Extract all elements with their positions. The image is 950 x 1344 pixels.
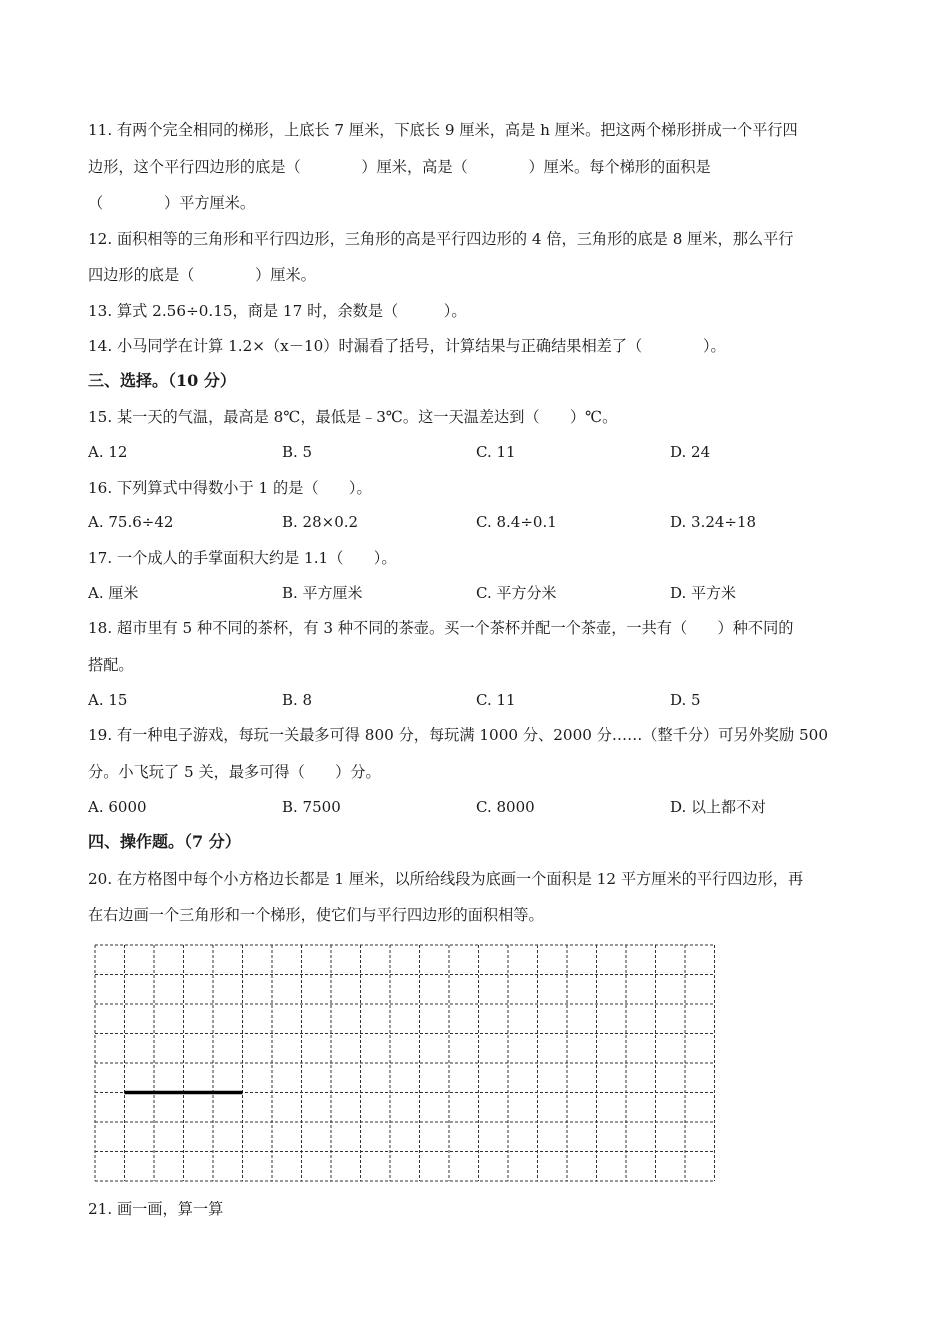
- q13-line-1: 13. 算式 2.56÷0.15，商是 17 时，余数是（ ）。: [88, 302, 467, 320]
- q18-line-1: 18. 超市里有 5 种不同的茶杯，有 3 种不同的茶壶。买一个茶杯并配一个茶壶，一共有（ ）种不同的: [88, 619, 794, 637]
- q17-option-c: C. 平方分米: [476, 584, 557, 602]
- q12-line-1: 12. 面积相等的三角形和平行四边形，三角形的高是平行四边形的 4 倍，三角形的底是 8 厘米，那么平行: [88, 230, 794, 248]
- q17-option-b: B. 平方厘米: [282, 584, 363, 602]
- q20-line-2: 在右边画一个三角形和一个梯形，使它们与平行四边形的面积相等。: [88, 906, 544, 924]
- section-3-heading: 三、选择。（10 分）: [88, 371, 236, 390]
- q11-line-3: （ ）平方厘米。: [88, 194, 256, 212]
- q16-option-c: C. 8.4÷0.1: [476, 513, 557, 531]
- q11-line-1: 11. 有两个完全相同的梯形，上底长 7 厘米，下底长 9 厘米，高是 h 厘米。把这两个梯形拼成一个平行四: [88, 121, 798, 139]
- q19-option-c: C. 8000: [476, 798, 535, 816]
- q15-option-b: B. 5: [282, 443, 313, 461]
- q16-option-a: A. 75.6÷42: [88, 513, 174, 531]
- q19-line-1: 19. 有一种电子游戏，每玩一关最多可得 800 分，每玩满 1000 分、2000 分……（整千分）可另外奖励 500: [88, 726, 828, 744]
- q15-option-a: A. 12: [88, 443, 128, 461]
- q19-option-b: B. 7500: [282, 798, 341, 816]
- q17-line-1: 17. 一个成人的手掌面积大约是 1.1（ ）。: [88, 549, 397, 567]
- q17-option-a: A. 厘米: [88, 584, 139, 602]
- q18-option-c: C. 11: [476, 691, 516, 709]
- q12-line-2: 四边形的底是（ ）厘米。: [88, 266, 316, 284]
- q15-option-c: C. 11: [476, 443, 516, 461]
- q20-line-1: 20. 在方格图中每个小方格边长都是 1 厘米，以所给线段为底画一个面积是 12 平方厘米的平行四边形，再: [88, 870, 804, 888]
- q18-option-b: B. 8: [282, 691, 313, 709]
- q19-option-d: D. 以上都不对: [670, 798, 767, 816]
- q18-option-d: D. 5: [670, 691, 701, 709]
- q19-option-a: A. 6000: [88, 798, 147, 816]
- q18-option-a: A. 15: [88, 691, 128, 709]
- q17-option-d: D. 平方米: [670, 584, 737, 602]
- q14-line-1: 14. 小马同学在计算 1.2×（x－10）时漏看了括号，计算结果与正确结果相差了（ ）。: [88, 337, 726, 355]
- section-4-heading: 四、操作题。（7 分）: [88, 832, 241, 851]
- q16-line-1: 16. 下列算式中得数小于 1 的是（ ）。: [88, 479, 372, 497]
- q19-line-2: 分。小飞玩了 5 关，最多可得（ ）分。: [88, 763, 381, 781]
- q16-option-b: B. 28×0.2: [282, 513, 359, 531]
- q15-line-1: 15. 某一天的气温，最高是 8℃，最低是﹣3℃。这一天温差达到（ ）℃。: [88, 408, 618, 426]
- q11-line-2: 边形，这个平行四边形的底是（ ）厘米，高是（ ）厘米。每个梯形的面积是: [88, 158, 711, 176]
- square-grid[interactable]: [94, 944, 718, 1184]
- q21-line-1: 21. 画一画，算一算: [88, 1200, 224, 1218]
- q16-option-d: D. 3.24÷18: [670, 513, 757, 531]
- q18-line-2: 搭配。: [88, 656, 134, 674]
- q15-option-d: D. 24: [670, 443, 711, 461]
